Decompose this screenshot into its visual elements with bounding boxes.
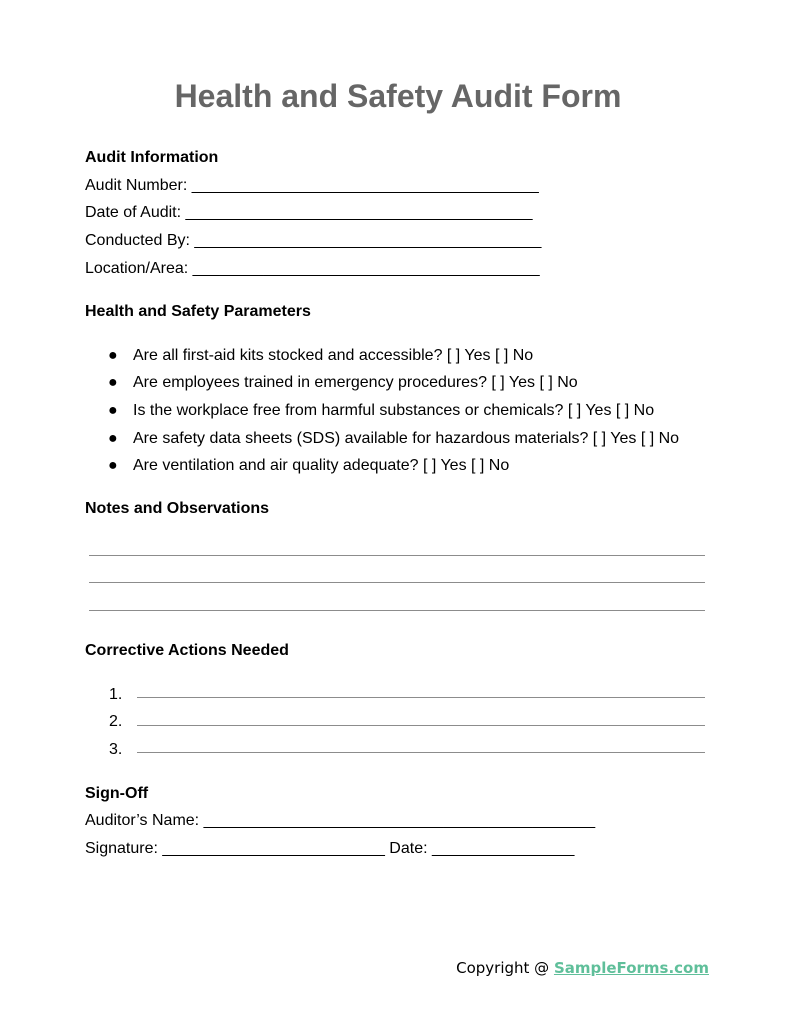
copyright-footer <box>456 958 709 978</box>
date-of-audit-field[interactable]: Date of Audit: _______________________________________ <box>85 204 533 221</box>
parameter-item <box>108 373 578 393</box>
conducted-by-field[interactable]: Conducted By: _______________________________________ <box>85 232 542 249</box>
location-area-field[interactable]: Location/Area: _______________________________________ <box>85 260 540 277</box>
signoff-heading: Sign-Off <box>85 785 149 802</box>
corrective-number: 2. <box>109 713 123 730</box>
corrective-number: 1. <box>109 686 123 703</box>
bullet-icon: ● <box>108 347 118 364</box>
corrective-line[interactable] <box>137 697 705 698</box>
parameter-item-text: Are safety data sheets (SDS) available for hazardous materials? [ ] Yes [ ] No <box>133 430 680 447</box>
parameter-item-text: Are ventilation and air quality adequate? [ ] Yes [ ] No <box>133 457 510 474</box>
sampleforms-link[interactable]: SampleForms.com <box>553 959 709 977</box>
parameter-item <box>108 429 679 449</box>
corrective-line[interactable] <box>137 752 705 753</box>
notes-line[interactable] <box>89 555 705 556</box>
parameter-item-text: Are employees trained in emergency procedures? [ ] Yes [ ] No <box>133 374 578 391</box>
audit-info-heading: Audit Information <box>85 149 219 166</box>
notes-heading: Notes and Observations <box>85 500 270 517</box>
parameter-item <box>108 456 509 476</box>
auditor-name-field[interactable]: Auditor’s Name: ____________________________________________ <box>85 812 596 829</box>
notes-line[interactable] <box>89 582 705 583</box>
corrective-number: 3. <box>109 741 123 758</box>
parameter-item-text: Are all first-aid kits stocked and accessible? [ ] Yes [ ] No <box>133 347 534 364</box>
bullet-icon: ● <box>108 402 118 419</box>
notes-line[interactable] <box>89 610 705 611</box>
bullet-icon: ● <box>108 457 118 474</box>
corrective-line[interactable] <box>137 725 705 726</box>
audit-number-field[interactable]: Audit Number: _______________________________________ <box>85 177 539 194</box>
bullet-icon: ● <box>108 374 118 391</box>
copyright-text: Copyright @ <box>456 959 554 977</box>
parameter-item <box>108 401 654 421</box>
signature-date-field[interactable]: Signature: _________________________ Date: ________________ <box>85 840 575 857</box>
parameter-item <box>108 346 533 366</box>
bullet-icon: ● <box>108 430 118 447</box>
parameters-heading: Health and Safety Parameters <box>85 303 311 320</box>
corrective-heading: Corrective Actions Needed <box>85 642 289 659</box>
parameter-item-text: Is the workplace free from harmful substances or chemicals? [ ] Yes [ ] No <box>133 402 655 419</box>
page-title: Health and Safety Audit Form <box>174 78 622 114</box>
